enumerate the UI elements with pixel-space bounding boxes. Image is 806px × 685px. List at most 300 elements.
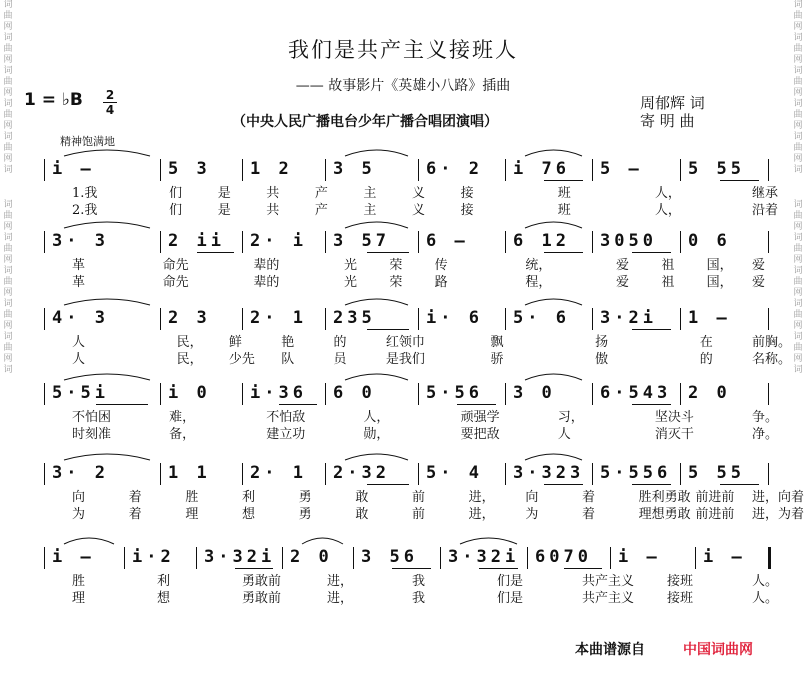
lyric-syllable: 革 [72, 258, 86, 273]
watermark-char: 词 [3, 332, 13, 342]
beam-line [544, 180, 583, 181]
barline [44, 547, 45, 569]
lyric-syllable: 是我们 [385, 352, 425, 367]
watermark-char: 网 [793, 121, 803, 131]
lyric-syllable: 利 [157, 574, 171, 589]
lyric-syllable: 接 [460, 186, 474, 201]
lyric-syllable: 前 [412, 490, 426, 505]
lyrics-row-verse-1 [0, 335, 806, 351]
lyric-syllable: 人， [654, 203, 681, 218]
lyric-syllable: 人。 [752, 574, 779, 589]
lyric-syllable: 勇敢前 [242, 574, 282, 589]
watermark-char: 曲 [793, 211, 803, 221]
notation-row [0, 380, 806, 406]
watermark-char: 网 [793, 88, 803, 98]
lyric-syllable: 班 [557, 186, 571, 201]
barline [527, 547, 528, 569]
slur-marks [0, 216, 806, 230]
lyric-syllable: 要把敌 [460, 427, 500, 442]
watermark-char: 词 [3, 299, 13, 309]
lyric-syllable: 难， [169, 410, 196, 425]
lyrics-row-verse-2 [0, 591, 806, 607]
lyric-syllable: 争。 [752, 410, 779, 425]
watermark-char: 曲 [3, 211, 13, 221]
lyric-syllable: 接班 [667, 591, 694, 606]
barline [325, 159, 326, 181]
lyric-syllable: 是 [217, 203, 231, 218]
measure: 5 – [600, 159, 643, 179]
measure: i· 6 [426, 308, 483, 328]
watermark-char: 词 [3, 33, 13, 43]
lyric-syllable: 习， [557, 410, 584, 425]
measure: i – [52, 159, 95, 179]
barline [695, 547, 696, 569]
measure: 3·32i [204, 547, 276, 567]
barline [418, 383, 419, 405]
barline [505, 308, 506, 330]
lyrics-row-verse-2 [0, 275, 806, 291]
measure: i·2 [132, 547, 175, 567]
beam-line [544, 252, 583, 253]
lyric-syllable: 路 [434, 275, 448, 290]
watermark-char: 网 [793, 154, 803, 164]
watermark-char: 词 [793, 200, 803, 210]
lyric-syllable: 我 [412, 574, 426, 589]
lyric-syllable: 共 [266, 203, 280, 218]
lyric-syllable: 革 [72, 275, 86, 290]
beam-line [632, 404, 672, 405]
barline [610, 547, 611, 569]
beam-line [367, 484, 409, 485]
measure: 5· 4 [426, 463, 483, 483]
lyric-syllable: 进，向着 [752, 490, 805, 505]
slur [345, 150, 408, 156]
lyric-syllable: 人 [72, 352, 86, 367]
beam-line [392, 568, 431, 569]
barline [325, 383, 326, 405]
lyric-syllable: 着 [128, 507, 142, 522]
barline [768, 463, 769, 485]
lyric-syllable: 辈的 [253, 275, 280, 290]
lyrics-row-verse-2 [0, 507, 806, 523]
lyric-syllable: 是 [217, 186, 231, 201]
watermark-char: 曲 [793, 310, 803, 320]
lyric-syllable: 共 [266, 186, 280, 201]
beam-line [720, 180, 760, 181]
barline [505, 159, 506, 181]
barline [325, 308, 326, 330]
barline [592, 383, 593, 405]
lyric-syllable: 勋， [363, 427, 390, 442]
footer-source: 本曲谱源自 [575, 642, 645, 658]
measure: i 76 [513, 159, 570, 179]
barline [505, 231, 506, 253]
measure: 2 0 [290, 547, 333, 567]
measure: 1 – [688, 308, 731, 328]
lyric-syllable: 民， [176, 352, 203, 367]
slur [525, 150, 582, 156]
barline [282, 547, 283, 569]
lyric-syllable: 我 [412, 591, 426, 606]
slur [302, 538, 343, 544]
lyric-syllable: 命先 [162, 258, 189, 273]
lyric-syllable: 不怕敌 [266, 410, 306, 425]
barline [44, 231, 45, 253]
slur [64, 454, 150, 460]
barline [44, 308, 45, 330]
beam-line [235, 568, 274, 569]
lyric-syllable: 光 [344, 275, 358, 290]
beam-line [632, 252, 672, 253]
watermark-char: 曲 [793, 277, 803, 287]
lyric-syllable: 名称。 [752, 352, 792, 367]
slur [345, 222, 408, 228]
tempo-marking: 精神饱满地 [60, 135, 115, 148]
measure: 5 55 [688, 463, 745, 483]
lyric-syllable: 向 [72, 490, 86, 505]
beam-line [279, 404, 316, 405]
barline [440, 547, 441, 569]
watermark-char: 曲 [3, 110, 13, 120]
barline [160, 383, 161, 405]
measure: 6 – [426, 231, 469, 251]
lyrics-row-verse-1 [0, 574, 806, 590]
barline [680, 308, 681, 330]
lyric-syllable: 傲 [595, 352, 609, 367]
slur [345, 299, 408, 305]
barline [768, 308, 769, 330]
slur [525, 374, 582, 380]
measure: 6·543 [600, 383, 672, 403]
lyric-syllable: 荣 [389, 275, 403, 290]
lyric-syllable: 1.我 [72, 186, 98, 201]
watermark-char: 曲 [3, 44, 13, 54]
lyric-syllable: 理 [72, 591, 86, 606]
time-signature [103, 88, 117, 117]
lyric-syllable: 消灭干 [654, 427, 694, 442]
lyric-syllable: 人， [363, 410, 390, 425]
lyric-syllable: 统， [525, 258, 552, 273]
barline [768, 159, 769, 181]
lyric-syllable: 着 [582, 490, 596, 505]
measure: 3·2i [600, 308, 657, 328]
lyric-syllable: 进， [468, 490, 495, 505]
lyric-syllable: 在 [699, 335, 713, 350]
notation-row [0, 305, 806, 331]
measure: 3 57 [333, 231, 390, 251]
notation-row [0, 228, 806, 254]
notation-row [0, 544, 806, 570]
barline [680, 159, 681, 181]
lyric-syllable: 为 [72, 507, 86, 522]
lyric-syllable: 人 [72, 335, 86, 350]
barline [242, 231, 243, 253]
lyric-syllable: 少先 [228, 352, 255, 367]
lyric-syllable: 勇 [298, 490, 312, 505]
measure: 5·556 [600, 463, 672, 483]
measure: 3·32i [448, 547, 520, 567]
watermark-char: 词 [3, 365, 13, 375]
slur-marks [0, 448, 806, 462]
measure: 2· 1 [250, 308, 307, 328]
beam-line [96, 404, 148, 405]
barline [680, 383, 681, 405]
beam-line [457, 404, 496, 405]
watermark-char: 曲 [3, 343, 13, 353]
lyric-syllable: 主 [363, 186, 377, 201]
lyric-syllable: 顽强学 [460, 410, 500, 425]
lyric-syllable: 产 [314, 186, 328, 201]
lyric-syllable: 爱 [752, 275, 766, 290]
measure: 3·323 [513, 463, 585, 483]
barline [325, 463, 326, 485]
lyric-syllable: 前进前 [695, 490, 735, 505]
watermark-char: 词 [793, 132, 803, 142]
lyric-syllable: 向 [525, 490, 539, 505]
watermark-char: 曲 [793, 343, 803, 353]
slur [525, 222, 582, 228]
watermark-char: 词 [3, 233, 13, 243]
watermark-char: 网 [3, 22, 13, 32]
lyric-syllable: 接班 [667, 574, 694, 589]
watermark-char: 曲 [3, 277, 13, 287]
lyric-syllable: 飘 [490, 335, 504, 350]
measure: i – [703, 547, 746, 567]
watermark-char: 词 [3, 99, 13, 109]
slur [64, 299, 150, 305]
footer-site: 中国词曲网 [683, 642, 753, 658]
barline [592, 308, 593, 330]
measure: 0 6 [688, 231, 731, 251]
slur-marks [0, 368, 806, 382]
lyric-syllable: 的 [333, 335, 347, 350]
lyric-syllable: 进，为着 [752, 507, 805, 522]
watermark-char: 曲 [3, 143, 13, 153]
watermark-char: 网 [3, 88, 13, 98]
lyric-syllable: 爱 [752, 258, 766, 273]
lyric-syllable: 接 [460, 203, 474, 218]
lyric-syllable: 荣 [389, 258, 403, 273]
barline [768, 383, 769, 405]
watermark-char: 网 [793, 222, 803, 232]
barline [680, 231, 681, 253]
watermark-char: 词 [3, 165, 13, 175]
lyric-syllable: 民， [176, 335, 203, 350]
notation-row [0, 460, 806, 486]
barline [592, 231, 593, 253]
lyric-syllable: 不怕困 [72, 410, 112, 425]
lyric-syllable: 2.我 [72, 203, 98, 218]
barline [325, 231, 326, 253]
measure: 1 1 [168, 463, 211, 483]
watermark-char: 曲 [793, 110, 803, 120]
barline [418, 231, 419, 253]
measure: 5 55 [688, 159, 745, 179]
measure: 5 3 [168, 159, 211, 179]
watermark-char: 网 [793, 255, 803, 265]
lyric-syllable: 班 [557, 203, 571, 218]
watermark-char: 词 [793, 66, 803, 76]
lyric-syllable: 建立功 [266, 427, 306, 442]
watermark-char: 词 [793, 0, 803, 10]
watermark-char: 词 [3, 266, 13, 276]
watermark-char: 词 [793, 33, 803, 43]
measure: i – [618, 547, 661, 567]
beam-line [632, 484, 672, 485]
watermark-char: 词 [793, 266, 803, 276]
notation-row [0, 156, 806, 182]
watermark-char: 词 [793, 299, 803, 309]
measure: 3· 2 [52, 463, 109, 483]
barline [160, 308, 161, 330]
measure: 2· i [250, 231, 307, 251]
slur-marks [0, 144, 806, 158]
watermark-char: 词 [3, 132, 13, 142]
watermark-char: 网 [793, 321, 803, 331]
composer-credit: 寄 明 曲 [640, 112, 695, 130]
lyric-syllable: 员 [333, 352, 347, 367]
subtitle: —— 故事影片《英雄小八路》插曲 [295, 78, 511, 94]
barline [505, 383, 506, 405]
lyric-syllable: 想 [242, 507, 256, 522]
slur [460, 538, 517, 544]
lyric-syllable: 义 [412, 203, 426, 218]
barline [242, 463, 243, 485]
lyrics-row-verse-1 [0, 186, 806, 202]
watermark-char: 网 [3, 222, 13, 232]
watermark-char: 词 [3, 66, 13, 76]
lyric-syllable: 进， [327, 574, 354, 589]
measure: 2 3 [168, 308, 211, 328]
watermark-char: 网 [3, 321, 13, 331]
watermark-char: 曲 [3, 244, 13, 254]
watermark-char: 曲 [3, 77, 13, 87]
lyric-syllable: 沿着 [752, 203, 779, 218]
lyric-syllable: 国， [706, 275, 733, 290]
measure: 3 56 [361, 547, 418, 567]
lyrics-row-verse-2 [0, 427, 806, 443]
lyric-syllable: 主 [363, 203, 377, 218]
barline [242, 159, 243, 181]
barline [592, 159, 593, 181]
watermark-char: 曲 [793, 11, 803, 21]
watermark-char: 曲 [793, 77, 803, 87]
slur [525, 299, 582, 305]
lyric-syllable: 们 [169, 203, 183, 218]
lyric-syllable: 胜 [72, 574, 86, 589]
measure: 2 0 [688, 383, 731, 403]
barline [160, 463, 161, 485]
measure: 2· 1 [250, 463, 307, 483]
lyric-syllable: 前 [412, 507, 426, 522]
lyric-syllable: 为 [525, 507, 539, 522]
lyric-syllable: 辈的 [253, 258, 280, 273]
lyric-syllable: 前进前 [695, 507, 735, 522]
measure: 6· 2 [426, 159, 483, 179]
measure: i 0 [168, 383, 211, 403]
measure: i·36 [250, 383, 307, 403]
watermark-char: 词 [793, 233, 803, 243]
lyric-syllable: 人， [654, 186, 681, 201]
watermark-char: 曲 [793, 244, 803, 254]
lyric-syllable: 们是 [497, 591, 524, 606]
lyric-syllable: 骄 [490, 352, 504, 367]
lyric-syllable: 利 [242, 490, 256, 505]
lyric-syllable: 备， [169, 427, 196, 442]
lyric-syllable: 人。 [752, 591, 779, 606]
barline [418, 463, 419, 485]
barline [505, 463, 506, 485]
slur [345, 454, 408, 460]
lyric-syllable: 命先 [162, 275, 189, 290]
barline [680, 463, 681, 485]
lyrics-row-verse-2 [0, 352, 806, 368]
lyrics-row-verse-1 [0, 258, 806, 274]
lyric-syllable: 共产主义 [582, 591, 635, 606]
watermark-char: 曲 [3, 11, 13, 21]
beam-line [720, 484, 760, 485]
barline [44, 159, 45, 181]
barline [196, 547, 197, 569]
watermark-char: 词 [793, 332, 803, 342]
lyric-syllable: 继承 [752, 186, 779, 201]
measure: 5· 6 [513, 308, 570, 328]
watermark-char: 词 [3, 0, 13, 10]
lyric-syllable: 想 [157, 591, 171, 606]
lyric-syllable: 艳 [281, 335, 295, 350]
lyric-syllable: 爱 [616, 258, 630, 273]
measure: 3 5 [333, 159, 376, 179]
lyric-syllable: 净。 [752, 427, 779, 442]
watermark-char: 网 [3, 55, 13, 65]
lyric-syllable: 红领巾 [385, 335, 425, 350]
lyric-syllable: 扬 [595, 335, 609, 350]
lyric-syllable: 前胸。 [752, 335, 792, 350]
watermark-char: 词 [793, 99, 803, 109]
barline [353, 547, 354, 569]
lyric-syllable: 敢 [355, 490, 369, 505]
lyricist-credit: 周郁辉 词 [640, 94, 705, 112]
lyric-syllable: 着 [582, 507, 596, 522]
lyric-syllable: 勇敢前 [242, 591, 282, 606]
lyric-syllable: 祖 [661, 258, 675, 273]
beam-line [197, 252, 234, 253]
lyric-syllable: 产 [314, 203, 328, 218]
watermark-char: 网 [3, 288, 13, 298]
lyric-syllable: 理 [185, 507, 199, 522]
beam-line [367, 329, 409, 330]
barline [44, 383, 45, 405]
slur-marks [0, 532, 806, 546]
watermark-char: 曲 [793, 143, 803, 153]
barline [418, 159, 419, 181]
beam-line [479, 568, 518, 569]
watermark-char: 曲 [793, 44, 803, 54]
slur [345, 374, 408, 380]
measure: 235 [333, 308, 376, 328]
lyric-syllable: 祖 [661, 275, 675, 290]
watermark-char: 网 [3, 154, 13, 164]
lyric-syllable: 光 [344, 258, 358, 273]
performer: （中央人民广播电台少年广播合唱团演唱） [232, 114, 498, 130]
lyrics-row-verse-1 [0, 490, 806, 506]
lyric-syllable: 胜 [185, 490, 199, 505]
barline [242, 308, 243, 330]
lyric-syllable: 们 [169, 186, 183, 201]
measure: 6 12 [513, 231, 570, 251]
lyric-syllable: 程， [525, 275, 552, 290]
slur [64, 222, 150, 228]
